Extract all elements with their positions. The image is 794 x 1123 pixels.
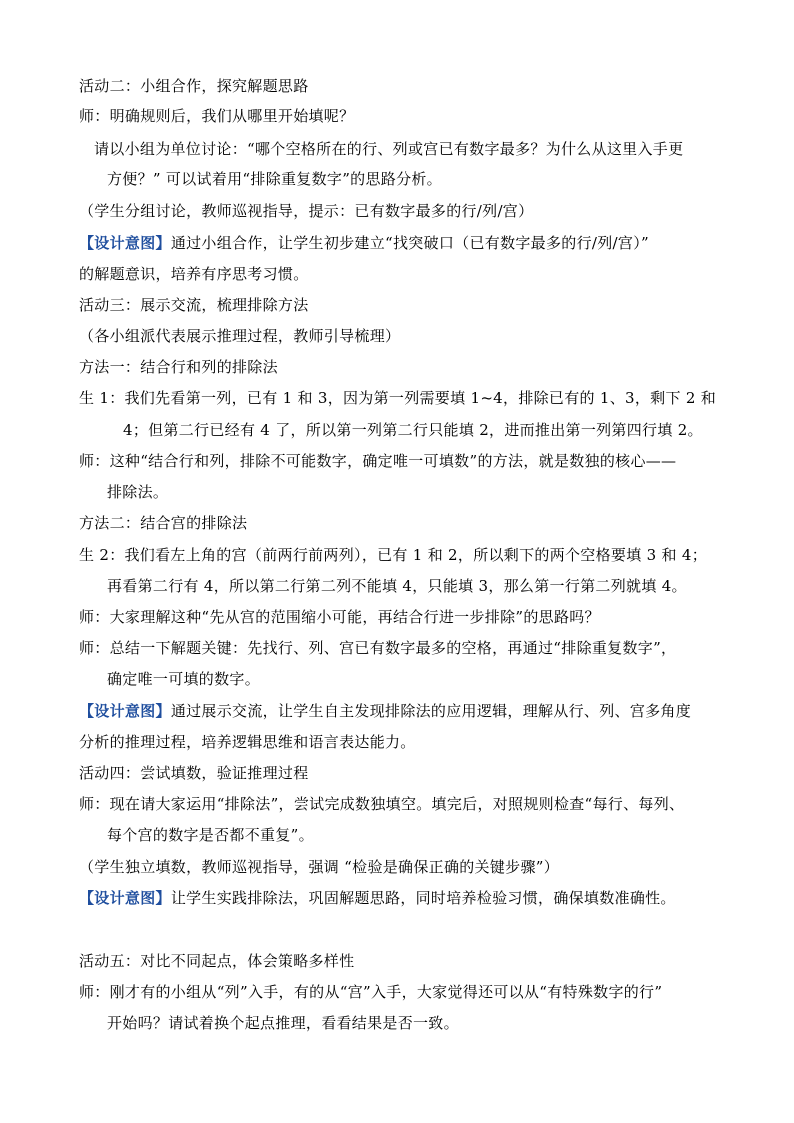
note-line: [79, 201, 533, 221]
design-intent-tag: 【设计意图】: [79, 702, 171, 720]
design-intent-tag: 【设计意图】: [79, 889, 171, 907]
design-intent-tag: 【设计意图】: [79, 234, 171, 252]
teacher-summary-line-1: [79, 638, 676, 658]
discussion-prompt-line-1: [94, 139, 683, 159]
method-2-heading: [79, 513, 247, 533]
student-1-line-1: [79, 388, 716, 408]
teacher-instruction-line-2: [107, 825, 314, 845]
teacher-line-text: 师：这种“结合行和列，排除不可能数字，确定唯一可填数”的方法，就是数独的核心——: [79, 452, 677, 470]
teacher-line: [79, 106, 354, 126]
design-intent-1-line-1: [79, 233, 649, 253]
teacher-line-text: 师：明确规则后，我们从哪里开始填呢？: [79, 107, 355, 125]
note-line: [79, 857, 559, 877]
teacher-summary-text-2: 确定唯一可填的数字。: [107, 670, 261, 688]
discussion-prompt-text-2: 方便？” 可以试着用“排除重复数字”的思路分析。: [107, 170, 442, 188]
student-2-line-2: [107, 576, 687, 596]
discussion-prompt-text-1: 请以小组为单位讨论：“哪个空格所在的行、列或宫已有数字最多？为什么从这里入手更: [94, 140, 684, 158]
note-line-text: （各小组派代表展示推理过程，教师引导梳理）: [79, 327, 401, 345]
design-intent-3-line: [79, 888, 676, 908]
teacher-question-text-2: 开始吗？请试着换个起点推理，看看结果是否一致。: [107, 1014, 459, 1032]
note-line-text: （学生独立填数，教师巡视指导，强调 “检验是确保正确的关键步骤”）: [79, 858, 560, 876]
design-intent-2-line-2: [79, 732, 416, 752]
teacher-line-continued-text: 排除法。: [107, 483, 169, 501]
design-intent-2-line-1: [79, 701, 691, 721]
activity-2-heading-text: 活动二：小组合作，探究解题思路: [79, 77, 309, 95]
teacher-question-line-1: [79, 982, 662, 1002]
student-2-line-1: [79, 545, 707, 565]
note-line: [79, 326, 400, 346]
design-intent-1-line-2: [79, 264, 309, 284]
teacher-question-line-2: [107, 1013, 459, 1033]
method-1-heading: [79, 357, 278, 377]
method-2-heading-text: 方法二：结合宫的排除法: [79, 514, 248, 532]
note-line-text: （学生分组讨论，教师巡视指导，提示：已有数字最多的行/列/宫）: [79, 202, 534, 220]
teacher-instruction-line-1: [79, 794, 684, 814]
teacher-summary-text-1: 师：总结一下解题关键：先找行、列、宫已有数字最多的空格，再通过“排除重复数字”，: [79, 639, 677, 657]
teacher-line-continued: [107, 482, 168, 502]
teacher-line: [79, 451, 676, 471]
student-1-line-2: [123, 420, 703, 440]
method-1-heading-text: 方法一：结合行和列的排除法: [79, 358, 278, 376]
teacher-summary-line-2: [107, 669, 260, 689]
teacher-line-text: 师：大家理解这种“先从宫的范围缩小可能，再结合行进一步排除”的思路吗？: [79, 608, 600, 626]
activity-4-heading-text: 活动四：尝试填数，验证推理过程: [79, 764, 309, 782]
activity-5-heading-text: 活动五：对比不同起点，体会策略多样性: [79, 952, 355, 970]
activity-2-heading: [79, 76, 309, 96]
design-intent-1-text-2: 的解题意识，培养有序思考习惯。: [79, 265, 309, 283]
student-2-text-2: 再看第二行有 4，所以第二行第二列不能填 4，只能填 3，那么第一行第二列就填 4。: [107, 577, 687, 595]
design-intent-3-text: 让学生实践排除法，巩固解题思路，同时培养检验习惯，确保填数准确性。: [170, 889, 676, 907]
teacher-instruction-text-1: 师：现在请大家运用“排除法”，尝试完成数独填空。填完后，对照规则检查“每行、每列、: [79, 795, 685, 813]
activity-3-heading: [79, 295, 309, 315]
student-1-text-1: 生 1：我们先看第一列，已有 1 和 3，因为第一列需要填 1~4，排除已有的 1、3，剩下 2 和: [79, 389, 717, 407]
design-intent-2-text-1: 通过展示交流，让学生自主发现排除法的应用逻辑，理解从行、列、宫多角度: [170, 702, 692, 720]
teacher-line: [79, 607, 600, 627]
activity-3-heading-text: 活动三：展示交流，梳理排除方法: [79, 296, 309, 314]
discussion-prompt-line-2: [107, 169, 442, 189]
design-intent-2-text-2: 分析的推理过程，培养逻辑思维和语言表达能力。: [79, 733, 416, 751]
teacher-instruction-text-2: 每个宫的数字是否都不重复”。: [107, 826, 314, 844]
student-2-text-1: 生 2：我们看左上角的宫（前两行前两列），已有 1 和 2，所以剩下的两个空格要填 3 和 4；: [79, 546, 707, 564]
activity-5-heading: [79, 951, 354, 971]
teacher-question-text-1: 师：刚才有的小组从“列”入手，有的从“宫”入手，大家觉得还可以从“有特殊数字的行”: [79, 983, 663, 1001]
design-intent-1-text-1: 通过小组合作，让学生初步建立“找突破口（已有数字最多的行/列/宫）”: [170, 234, 649, 252]
activity-4-heading: [79, 763, 309, 783]
student-1-text-2: 4；但第二行已经有 4 了，所以第一列第二行只能填 2，进而推出第一列第四行填 2。: [123, 421, 703, 439]
